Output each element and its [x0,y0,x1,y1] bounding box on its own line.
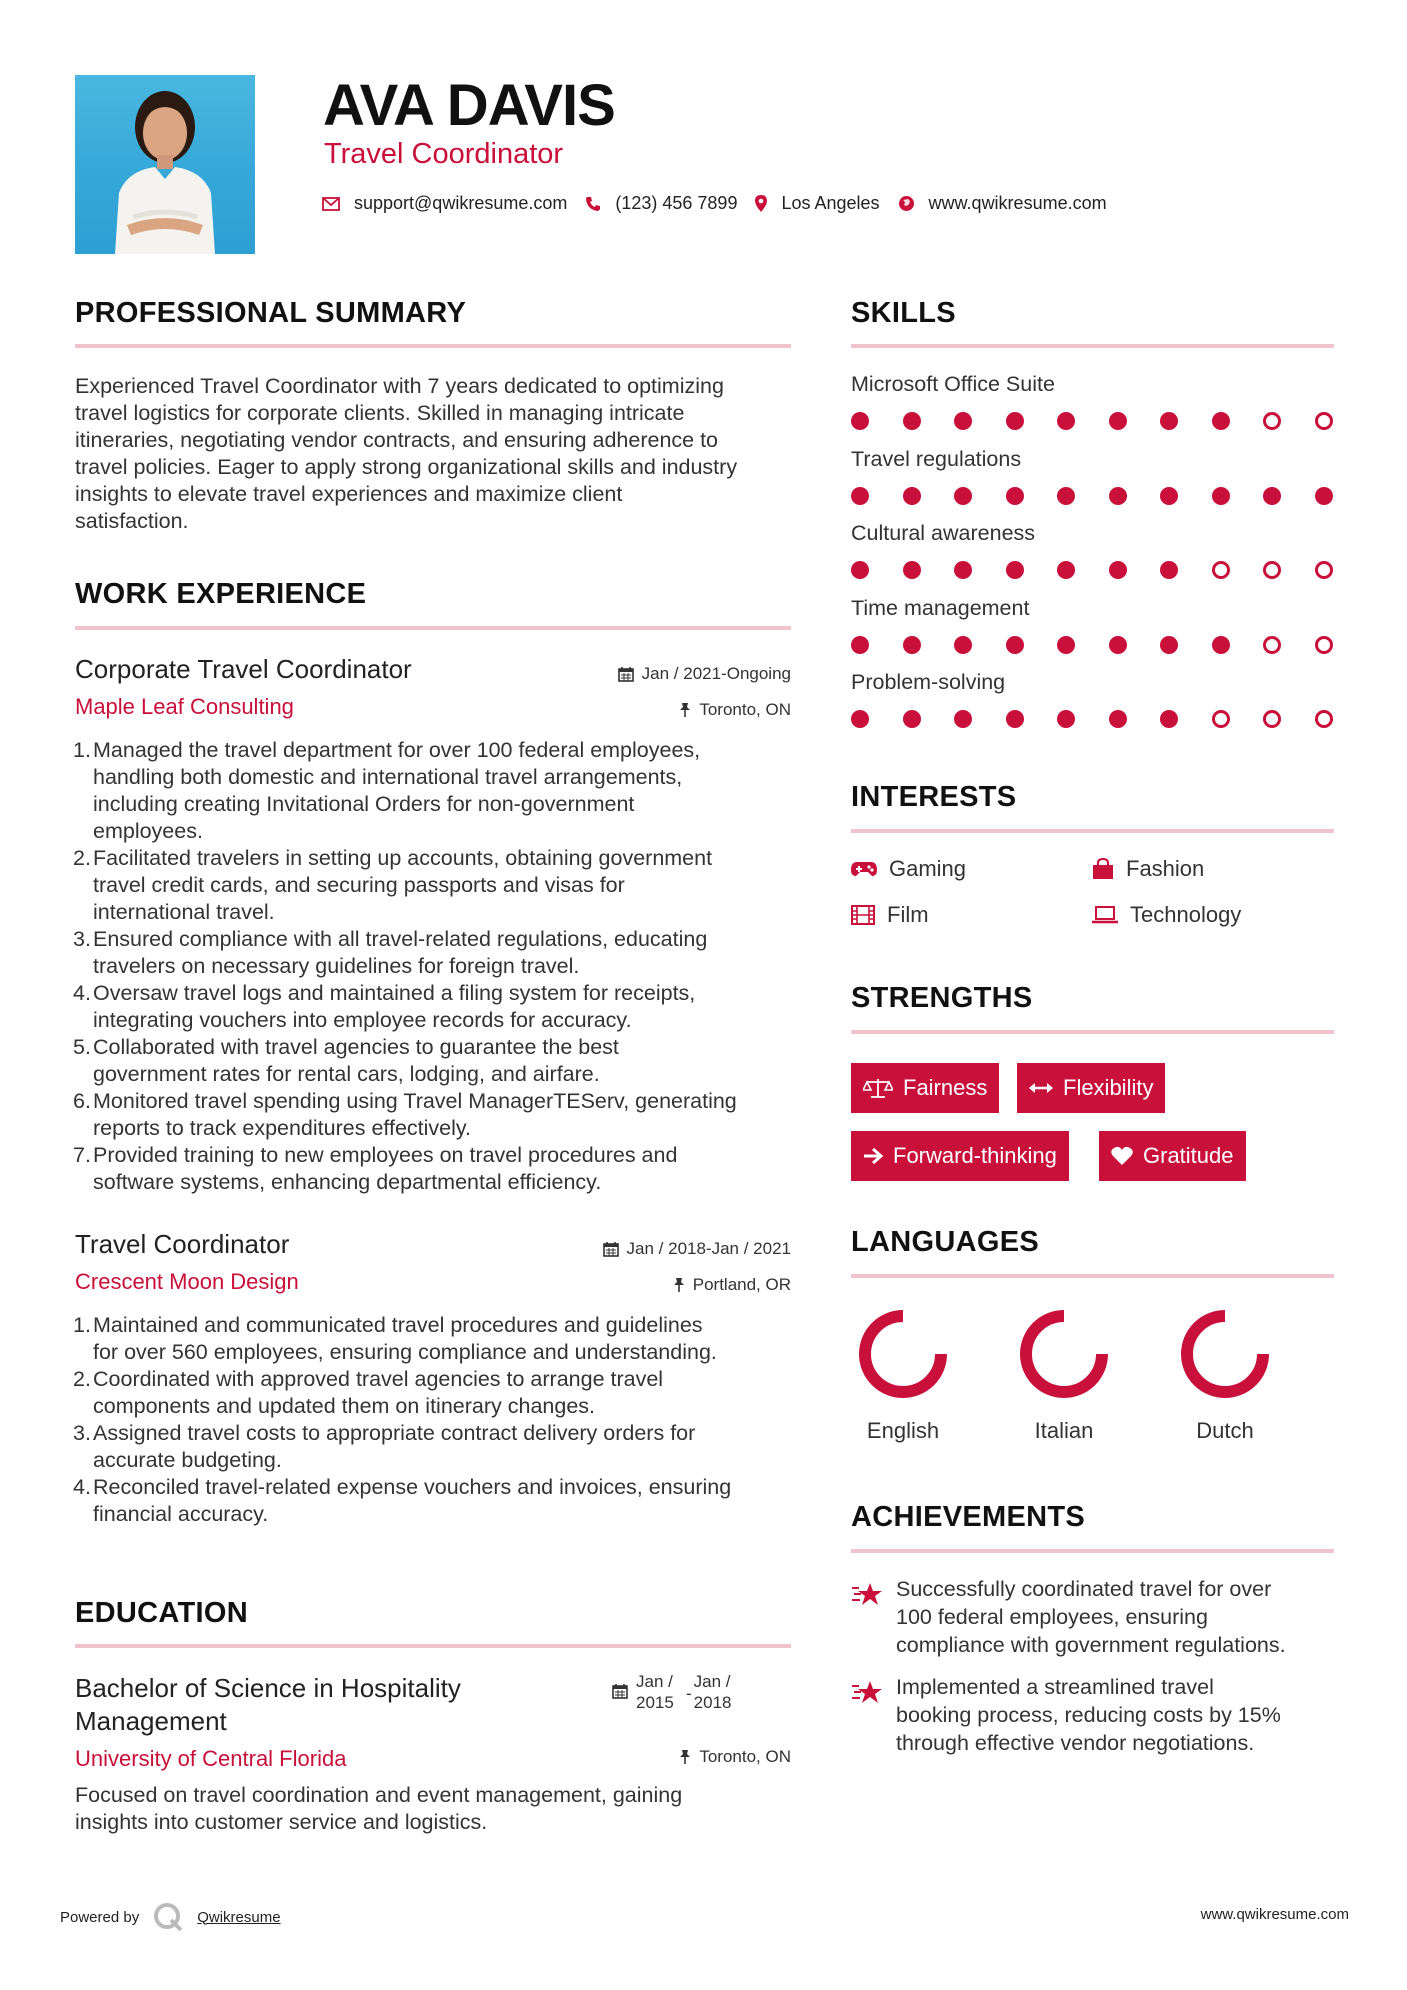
rating-dot-filled [851,412,869,430]
pin-icon [673,1277,685,1293]
language-arc [1187,1316,1263,1392]
job-dates [500,1239,791,1259]
candidate-name: AVA DAVIS [323,73,615,138]
degree-title [75,1672,461,1738]
email-text: support@qwikresume.com [354,193,568,213]
job-location [500,700,791,720]
strength-label: Gratitude [1143,1143,1234,1168]
scale-icon [863,1077,893,1099]
rating-dot-filled [1315,487,1333,505]
date-dash: - [686,1684,692,1703]
shopping-bag-icon [1092,858,1114,880]
desc-line: insights into customer service and logistics. [75,1810,488,1834]
profile-photo [75,75,255,254]
rating-dot-empty [1263,636,1281,654]
rating-dot-filled [1212,487,1230,505]
interests-rule [851,829,1334,833]
summary-line: travel logistics for corporate clients. Skilled in managing intricate [75,401,685,425]
rating-dot-empty [1263,710,1281,728]
rating-dot-filled [954,487,972,505]
education-desc [75,1782,795,1836]
languages-heading: LANGUAGES [851,1226,1039,1258]
contact-location [755,193,879,214]
job-company: Maple Leaf Consulting [75,694,294,719]
rating-dot-filled [1006,710,1024,728]
list-item: Maintained and communicated travel procedures and guidelines for over 560 employees, ensuring compliance and understanding. [93,1313,717,1364]
summary-heading: PROFESSIONAL SUMMARY [75,297,467,329]
achievements-rule [851,1549,1334,1553]
rating-dot-filled [1109,710,1127,728]
school-name: University of Central Florida [75,1746,347,1771]
interest-label: Fashion [1126,856,1205,881]
location-text: Toronto, ON [699,1747,791,1766]
rating-dot-filled [1006,487,1024,505]
rating-dot-filled [851,561,869,579]
rating-dot-filled [851,710,869,728]
degree-line: Bachelor of Science in Hospitality [75,1673,461,1703]
globe-icon [898,195,915,212]
language-label: English [866,1418,940,1443]
skill-rating [851,412,1333,430]
location-text: Portland, OR [692,1275,791,1294]
summary-line: Experienced Travel Coordinator with 7 years dedicated to optimizing [75,374,724,398]
rating-dot-filled [1057,710,1075,728]
rating-dot-filled [903,412,921,430]
interest-film [851,902,929,928]
calendar-icon [603,1241,619,1257]
rating-dot-filled [903,710,921,728]
rating-dot-filled [1160,487,1178,505]
start-date: Jan / 2015 [636,1672,674,1712]
list-item: Collaborated with travel agencies to guarantee the best government rates for rental cars, lodging, and airfare. [93,1035,619,1086]
rating-dot-empty [1315,636,1333,654]
job-company: Crescent Moon Design [75,1269,299,1294]
calendar-icon [612,1683,628,1699]
education-location [500,1747,791,1767]
skill-label: Problem-solving [851,670,1006,694]
qwikresume-link[interactable]: Qwikresume [197,1908,281,1926]
job-bullets [75,737,800,1196]
achievement-text [896,1575,1286,1659]
rating-dot-empty [1315,710,1333,728]
degree-line: Management [75,1706,227,1736]
achievement-line: compliance with government regulations. [896,1633,1286,1657]
rating-dot-filled [851,636,869,654]
interest-label: Technology [1130,902,1242,927]
achievement-line: booking process, reducing costs by 15% [896,1703,1281,1727]
qwikresume-logo-icon [153,1902,185,1932]
skills-heading: SKILLS [851,297,956,329]
rating-dot-filled [1006,412,1024,430]
skills-rule [851,344,1334,348]
job-title: Corporate Travel Coordinator [75,654,412,684]
skill-label: Microsoft Office Suite [851,372,1055,396]
interest-label: Film [887,902,929,927]
interests-heading: INTERESTS [851,781,1017,813]
contact-email[interactable] [322,193,567,214]
arrow-right-icon [863,1147,883,1165]
language-gauge [1004,1304,1124,1409]
rating-dot-filled [1006,561,1024,579]
powered-by-text: Powered by [60,1908,140,1926]
achievement-line: 100 federal employees, ensuring [896,1605,1208,1629]
education-heading: EDUCATION [75,1597,248,1629]
summary-line: travel policies. Eager to apply strong organizational skills and industry [75,455,738,479]
footer-powered-by [60,1902,281,1932]
strength-label: Forward-thinking [893,1143,1057,1168]
achievement-text [896,1673,1281,1757]
contact-phone[interactable] [585,193,737,214]
phone-icon [585,196,601,212]
achievement-star-icon [851,1582,883,1613]
heart-icon [1111,1146,1133,1166]
rating-dot-filled [1057,487,1075,505]
language-label: Italian [1034,1418,1094,1443]
achievement-line: Implemented a streamlined travel [896,1675,1214,1699]
candidate-role: Travel Coordinator [324,138,564,170]
summary-line: satisfaction. [75,509,189,533]
strength-label: Flexibility [1063,1075,1154,1100]
summary-text [75,373,795,535]
language-arc [865,1316,941,1392]
rating-dot-filled [1057,412,1075,430]
rating-dot-filled [954,636,972,654]
strength-chip-fairness [851,1063,999,1113]
contact-row [322,193,1125,214]
skill-rating [851,561,1333,579]
skill-label: Time management [851,595,1030,620]
end-date: Jan / 2018 [693,1672,732,1712]
list-item: Monitored travel spending using Travel ManagerTEServ, generating reports to track expenditures effectively. [93,1089,737,1140]
strengths-rule [851,1030,1334,1034]
rating-dot-filled [1057,561,1075,579]
job-location [500,1275,791,1295]
calendar-icon [618,666,634,682]
languages-rule [851,1274,1334,1278]
job-bullets [75,1312,800,1528]
dates-text: Jan / 2018-Jan / 2021 [626,1239,791,1258]
pin-icon [679,1749,691,1765]
rating-dot-filled [1212,412,1230,430]
location-text: Los Angeles [781,193,880,213]
rating-dot-empty [1315,412,1333,430]
dates-text: Jan / 2021-Ongoing [641,664,791,683]
skill-rating [851,710,1333,728]
work-heading: WORK EXPERIENCE [75,578,367,610]
footer-site-link[interactable]: www.qwikresume.com [1200,1906,1349,1923]
rating-dot-filled [1109,561,1127,579]
work-rule [75,626,791,630]
achievement-star-icon [851,1680,883,1711]
interest-fashion [1092,856,1204,882]
list-item: Managed the travel department for over 100 federal employees, handling both domestic and international travel arrangements, including creating Invitational Orders for non-government employees. [93,738,701,843]
list-item: Coordinated with approved travel agencies to arrange travel components and updated them on itinerary changes. [93,1367,664,1418]
rating-dot-empty [1315,561,1333,579]
rating-dot-filled [1109,487,1127,505]
strengths-heading: STRENGTHS [851,982,1033,1014]
list-item: Reconciled travel-related expense vouchers and invoices, ensuring financial accuracy. [93,1475,732,1526]
achievement-line: through effective vendor negotiations. [896,1731,1255,1755]
rating-dot-filled [1109,636,1127,654]
skill-rating [851,487,1333,505]
contact-website[interactable] [898,193,1107,214]
list-item: Oversaw travel logs and maintained a filing system for receipts, integrating vouchers into employee records for accuracy. [93,981,696,1032]
job-title: Travel Coordinator [75,1229,290,1259]
rating-dot-filled [954,561,972,579]
skill-label: Travel regulations [851,446,1022,471]
rating-dot-empty [1263,412,1281,430]
strength-label: Fairness [903,1075,988,1100]
rating-dot-filled [1006,636,1024,654]
location-text: Toronto, ON [699,700,791,719]
rating-dot-filled [1160,412,1178,430]
language-label: Dutch [1196,1418,1254,1443]
rating-dot-filled [1212,636,1230,654]
summary-line: insights to elevate travel experiences and maximize client [75,482,623,506]
rating-dot-filled [1109,412,1127,430]
rating-dot-empty [1212,561,1230,579]
rating-dot-filled [851,487,869,505]
interest-technology [1092,902,1241,928]
rating-dot-filled [1263,487,1281,505]
phone-text: (123) 456 7899 [615,193,738,213]
list-item: Assigned travel costs to appropriate contract delivery orders for accurate budgeting. [93,1421,696,1472]
desc-line: Focused on travel coordination and event management, gaining [75,1783,683,1807]
summary-rule [75,344,791,348]
rating-dot-filled [1160,636,1178,654]
rating-dot-filled [954,412,972,430]
map-pin-icon [755,195,767,212]
interest-label: Gaming [889,856,967,881]
summary-line: itineraries, negotiating vendor contracts, and ensuring adherence to [75,428,719,452]
job-dates [500,664,791,684]
language-arc [1026,1316,1102,1392]
website-text: www.qwikresume.com [928,193,1107,213]
arrows-h-icon [1029,1081,1053,1095]
rating-dot-filled [1160,710,1178,728]
strength-chip-flexibility [1017,1063,1165,1113]
skill-label: Cultural awareness [851,521,1036,545]
list-item: Ensured compliance with all travel-related regulations, educating travelers on necessary guidelines for foreign travel. [93,927,708,978]
strength-chip-forward-thinking [851,1131,1069,1181]
gamepad-icon [851,861,877,877]
achievements-heading: ACHIEVEMENTS [851,1501,1086,1533]
strength-chip-gratitude [1099,1131,1246,1181]
education-dates [612,1671,732,1713]
language-gauge [843,1304,963,1409]
rating-dot-filled [903,487,921,505]
rating-dot-filled [954,710,972,728]
rating-dot-filled [1057,636,1075,654]
interest-gaming [851,856,966,882]
list-item: Provided training to new employees on travel procedures and software systems, enhancing departmental efficiency. [93,1143,678,1194]
rating-dot-empty [1212,710,1230,728]
achievement-line: Successfully coordinated travel for over [896,1577,1272,1601]
skill-rating [851,636,1333,654]
list-item: Facilitated travelers in setting up accounts, obtaining government travel credit cards, and securing passports and visas for international travel. [93,846,713,924]
film-icon [851,905,875,925]
rating-dot-filled [903,561,921,579]
language-gauge [1165,1304,1285,1409]
rating-dot-filled [1160,561,1178,579]
rating-dot-empty [1263,561,1281,579]
envelope-icon [322,197,340,211]
pin-icon [679,702,691,718]
education-rule [75,1644,791,1648]
rating-dot-filled [903,636,921,654]
laptop-icon [1092,906,1118,924]
